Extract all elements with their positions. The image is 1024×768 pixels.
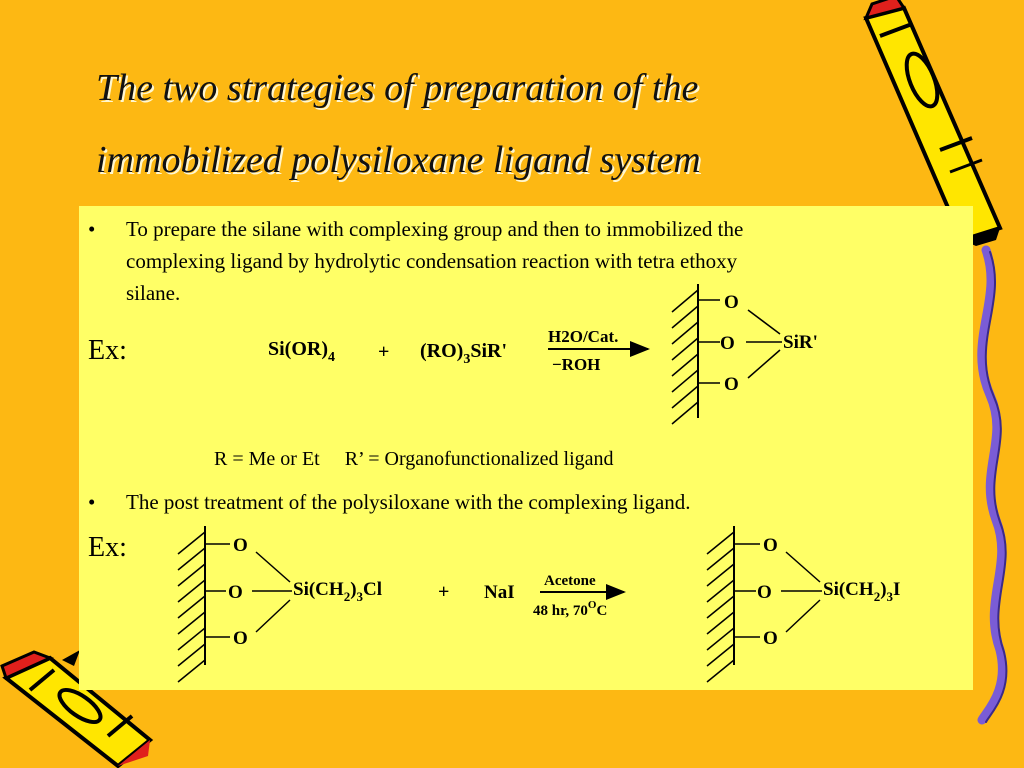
plus-sign: + [378,341,390,363]
arrow-condition-top: H2O/Cat. [548,327,619,346]
oxygen-atom: O [757,582,772,603]
bullet-line: The post treatment of the polysiloxane with the complexing ligand. [126,490,691,514]
arrow-condition-top: Acetone [544,573,596,589]
legend-text: R = Me or Et R’ = Organofunctionalized ligand [214,448,614,470]
reactant-chloropropyl: $Si(CH_2)_3Cl$ [293,579,383,604]
reaction-2 [178,526,900,682]
example-label: Ex: [88,335,127,366]
example-label: Ex: [88,532,127,563]
oxygen-atom: O [233,535,248,556]
reagent: NaI [484,582,515,603]
arrow-condition-bottom: −ROH [552,355,601,374]
oxygen-atom: O [233,628,248,649]
arrow-condition-bottom: 48 hr, $70^OC$ [533,599,608,619]
surface-hatch [672,284,698,424]
bullet-line: complexing ligand by hydrolytic condensation reaction with tetra ethoxy [126,249,738,273]
bullet-line: To prepare the silane with complexing group and then to immobilized the [126,217,744,241]
bullet-line: silane. [126,281,181,305]
oxygen-atom: O [228,582,243,603]
plus-sign: + [438,581,450,603]
surface-hatch [707,526,734,682]
title-line-2: immobilized polysiloxane ligand system [96,139,701,181]
reactant-organosilane: $(RO)_3SiR'$ [420,340,508,367]
oxygen-atom: O [724,374,739,395]
bullet-glyph: • [88,217,96,241]
reaction-1 [268,284,818,424]
oxygen-atom: O [720,333,735,354]
surface-hatch [178,526,205,682]
oxygen-atom: O [763,535,778,556]
reactant-silane: $Si(OR)_4$ [268,338,335,365]
product-iodopropyl: $Si(CH_2)_3I$ [823,579,901,604]
oxygen-atom: O [763,628,778,649]
oxygen-atom: O [724,292,739,313]
title-line-1: The two strategies of preparation of the [96,67,699,109]
product-group: SiR' [783,332,818,353]
bullet-glyph: • [88,490,96,514]
